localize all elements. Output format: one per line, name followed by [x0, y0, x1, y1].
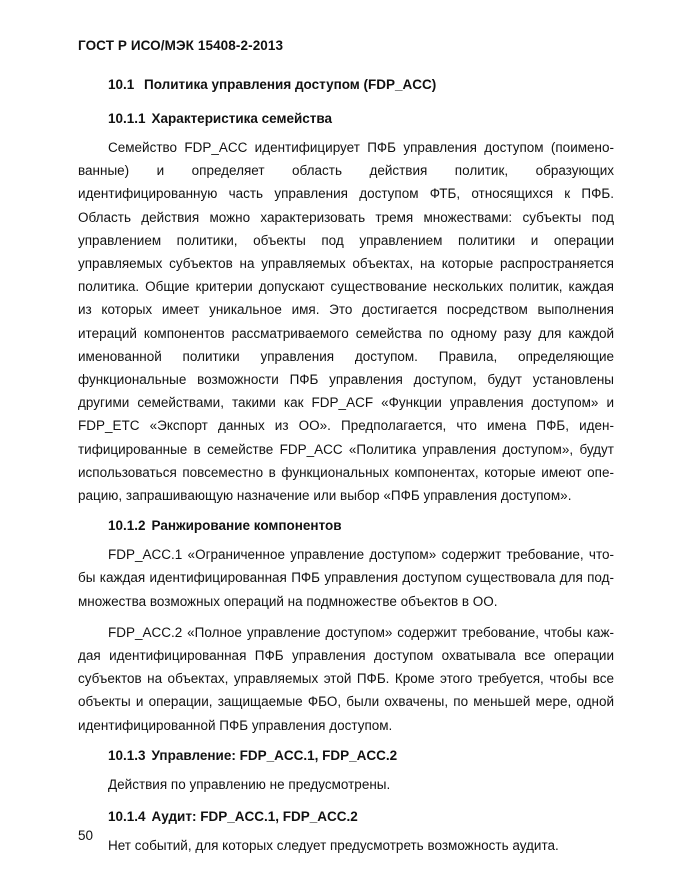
subsection-title: Аудит: FDP_ACC.1, FDP_ACC.2: [151, 809, 358, 825]
subsection-heading: [108, 806, 614, 828]
subsection-title: Управление: FDP_ACC.1, FDP_ACC.2: [151, 747, 398, 763]
paragraph: Нет событий, для которых следует предусмотреть возможность аудита.: [108, 838, 559, 854]
subsection-number: 10.1.4: [108, 809, 146, 825]
subsection-number: 10.1.3: [108, 747, 146, 763]
page-number: 50: [78, 828, 94, 843]
running-header: ГОСТ Р ИСО/МЭК 15408-2-2013: [78, 38, 284, 53]
paragraph: FDP_ACC.2 «Полное управление доступом» содержит требование, чтобы каждая идентифицированная ПФБ управления доступом охватывала все операции субъектов на объектах, управляемых этой ПФБ. Кроме этого требуется, чтобы все объекты и операции, защищаемые ФБО, были охвачены, по меньшей мере, одной идентифицированной ПФБ управления доступом.: [78, 624, 614, 733]
subsection-number: 10.1.1: [108, 111, 146, 126]
section-title: Политика управления доступом (FDP_ACC): [144, 77, 437, 92]
subsection-heading: [108, 745, 614, 767]
page-content: [78, 74, 614, 867]
paragraph: Семейство FDP_ACC идентифицирует ПФБ управления доступом (поименованные) и определяет область действия политик, образующих идентифицированную часть управления доступом ФТБ, относящихся к ПФБ. Область действия можно характеризовать тремя множествами: субъекты под управлением политики, объекты под управлением политики и операции управляемых субъектов на управляемых объектах, на которые распространяется политика. Общие критерии допускают существование нескольких политик, каждая из которых имеет уникальное имя. Это достигается посредством выполнения итераций компонентов рассматриваемого семейства по одному разу для каждой именованной политики управления доступом. Правила, определяющие функциональные возможности ПФБ управления доступом, будут установлены другими семействами, такими как FDP_ACF «Функции управления доступом» и FDP_ETC «Экспорт данных из ОО». Предполагается, что имена ПФБ, идентифицированные в семействе FDP_ACC «Политика управления доступом», будут использоваться повсеместно в функциональных компонентах, которые имеют операцию, запрашивающую назначение или выбор «ПФБ управления доступом».: [78, 140, 614, 504]
subsection-heading: [108, 108, 614, 130]
section-number: 10.1: [108, 77, 135, 92]
subsection-title: Характеристика семейства: [151, 111, 333, 126]
section-heading: [108, 74, 614, 96]
paragraph: Действия по управлению не предусмотрены.: [108, 776, 391, 792]
paragraph: FDP_ACC.1 «Ограниченное управление доступом» содержит требование, чтобы каждая идентифицированная ПФБ управления доступом существовала для подмножества возможных операций на подмножестве объектов в ОО.: [78, 547, 614, 609]
subsection-heading: [108, 515, 614, 537]
subsection-number: 10.1.2: [108, 518, 146, 534]
subsection-title: Ранжирование компонентов: [151, 518, 342, 534]
